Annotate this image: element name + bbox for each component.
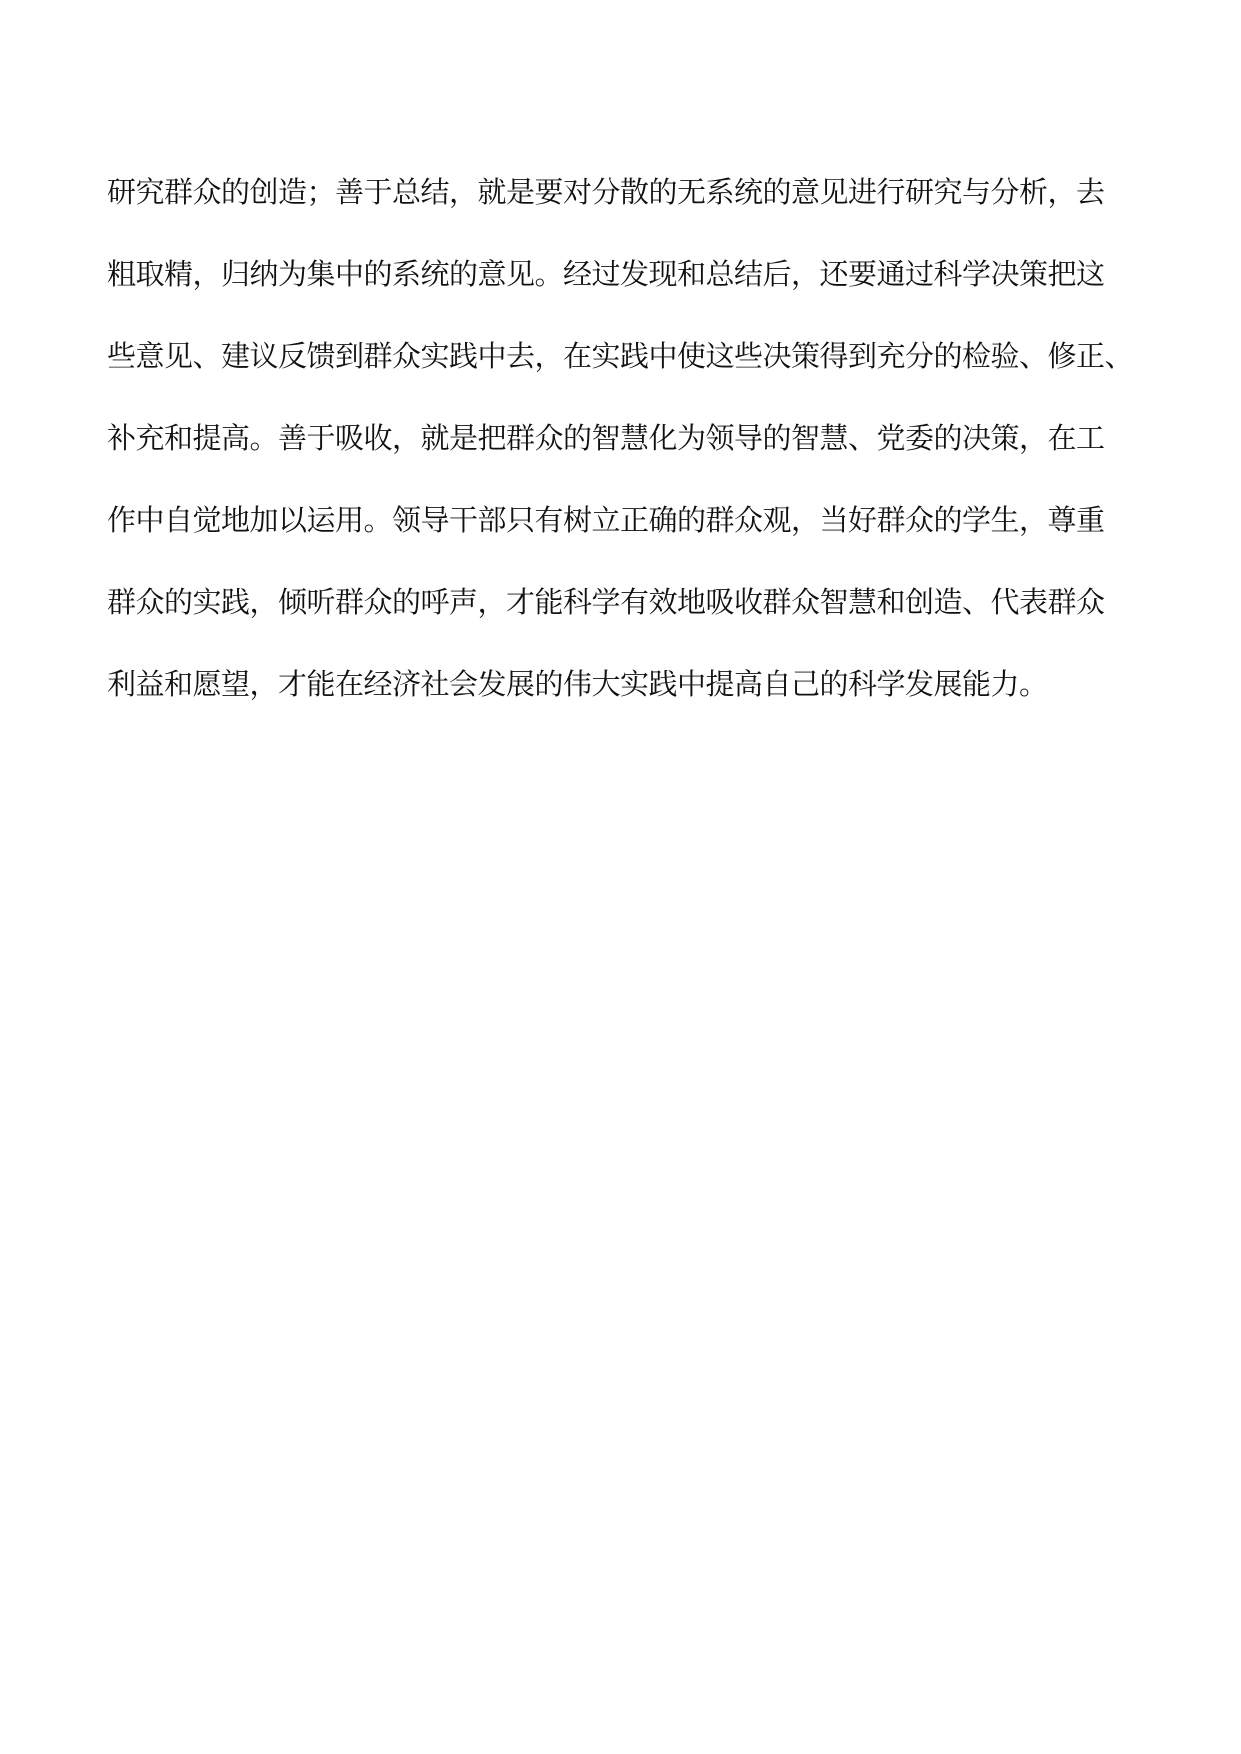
paragraph-line: 研究群众的创造；善于总结，就是要对分散的无系统的意见进行研究与分析，去 bbox=[107, 175, 1105, 209]
paragraph-line: 群众的实践，倾听群众的呼声，才能科学有效地吸收群众智慧和创造、代表群众 bbox=[107, 585, 1105, 619]
paragraph-line: 利益和愿望，才能在经济社会发展的伟大实践中提高自己的科学发展能力。 bbox=[107, 667, 1048, 701]
body-paragraph bbox=[107, 163, 1147, 737]
paragraph-line: 些意见、建议反馈到群众实践中去，在实践中使这些决策得到充分的检验、修正、 bbox=[107, 339, 1134, 373]
paragraph-line: 补充和提高。善于吸收，就是把群众的智慧化为领导的智慧、党委的决策，在工 bbox=[107, 421, 1105, 455]
paragraph-line: 粗取精，归纳为集中的系统的意见。经过发现和总结后，还要通过科学决策把这 bbox=[107, 257, 1105, 291]
paragraph-line: 作中自觉地加以运用。领导干部只有树立正确的群众观，当好群众的学生，尊重 bbox=[107, 503, 1105, 537]
